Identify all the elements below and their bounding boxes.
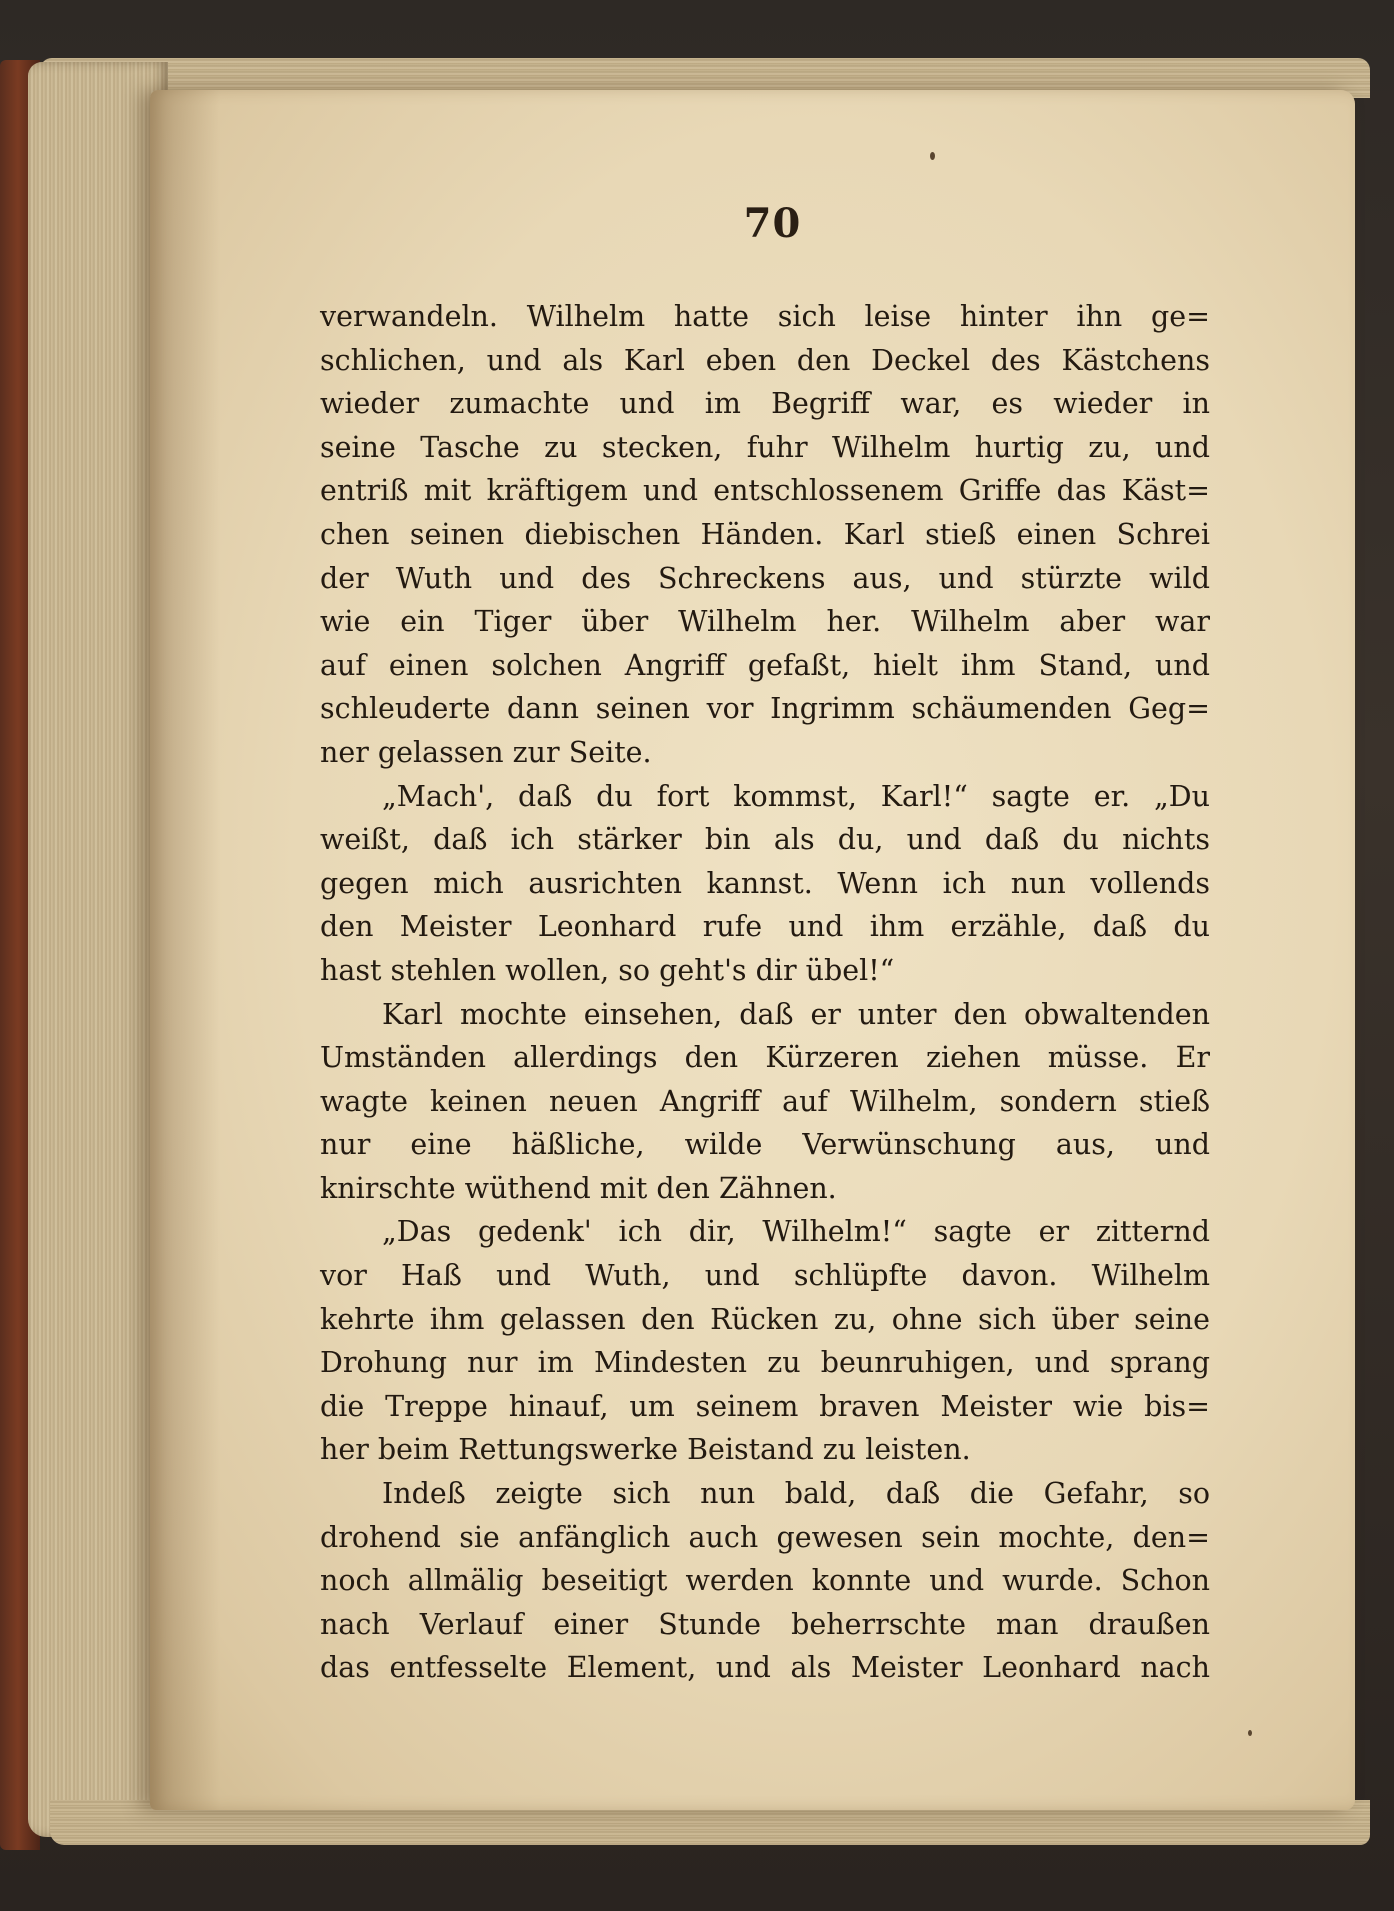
text-line: verwandeln. Wilhelm hatte sich leise hinter ihn ge= <box>320 300 1210 333</box>
text-line: entriß mit kräftigem und entschlossenem Griffe das Käst= <box>320 474 1210 508</box>
text-line: knirschte wüthend mit den Zähnen. <box>320 1171 837 1205</box>
page-stack-left <box>28 62 168 1837</box>
text-line: schleuderte dann seinen vor Ingrimm schäumenden Geg= <box>320 692 1210 726</box>
gutter-shadow <box>150 90 220 1810</box>
text-line: her beim Rettungswerke Beistand zu leisten. <box>320 1433 971 1467</box>
text-line: schlichen, und als Karl eben den Deckel des Kästchens <box>320 343 1210 377</box>
book-page <box>150 90 1355 1810</box>
text-line: hast stehlen wollen, so geht's dir übel!“ <box>320 953 895 987</box>
text-line: das entfesselte Element, und als Meister Leonhard nach <box>320 1651 1210 1685</box>
body-text <box>320 295 1210 1690</box>
text-line: drohend sie anfänglich auch gewesen sein mochte, den= <box>320 1520 1210 1554</box>
text-line: „Das gedenk' ich dir, Wilhelm!“ sagte er zitternd <box>382 1215 1210 1249</box>
text-line: Umständen allerdings den Kürzeren ziehen müsse. Er <box>320 1041 1210 1075</box>
text-line: der Wuth und des Schreckens aus, und stürzte wild <box>320 561 1210 595</box>
text-line: Drohung nur im Mindesten zu beunruhigen, und sprang <box>320 1346 1210 1380</box>
text-line: wie ein Tiger über Wilhelm her. Wilhelm aber war <box>320 605 1210 639</box>
text-line: weißt, daß ich stärker bin als du, und daß du nichts <box>320 823 1210 857</box>
text-line: vor Haß und Wuth, und schlüpfte davon. Wilhelm <box>320 1259 1210 1293</box>
text-line: gegen mich ausrichten kannst. Wenn ich nun vollends <box>320 866 1210 900</box>
text-line: nur eine häßliche, wilde Verwünschung aus, und <box>320 1128 1210 1162</box>
paper-speck <box>930 152 935 160</box>
text-line: die Treppe hinauf, um seinem braven Meister wie bis= <box>320 1389 1210 1423</box>
text-line: wieder zumachte und im Begriff war, es wieder in <box>320 387 1210 421</box>
text-line: nach Verlauf einer Stunde beherrschte man draußen <box>320 1607 1210 1641</box>
paper-speck <box>1248 1730 1252 1736</box>
text-line: Karl mochte einsehen, daß er unter den obwaltenden <box>382 997 1210 1031</box>
text-line: auf einen solchen Angriff gefaßt, hielt ihm Stand, und <box>320 648 1210 682</box>
text-line: noch allmälig beseitigt werden konnte und wurde. Schon <box>320 1564 1210 1598</box>
text-line: den Meister Leonhard rufe und ihm erzähle, daß du <box>320 910 1210 944</box>
text-line: kehrte ihm gelassen den Rücken zu, ohne sich über seine <box>320 1302 1210 1336</box>
text-line: „Mach', daß du fort kommst, Karl!“ sagte er. „Du <box>382 779 1210 813</box>
text-line: wagte keinen neuen Angriff auf Wilhelm, sondern stieß <box>320 1084 1210 1118</box>
text-line: seine Tasche zu stecken, fuhr Wilhelm hurtig zu, und <box>320 430 1210 464</box>
text-line: chen seinen diebischen Händen. Karl stieß einen Schrei <box>320 517 1210 551</box>
text-line: ner gelassen zur Seite. <box>320 735 652 769</box>
text-line: Indeß zeigte sich nun bald, daß die Gefahr, so <box>382 1477 1210 1511</box>
page-number: 70 <box>743 200 802 247</box>
